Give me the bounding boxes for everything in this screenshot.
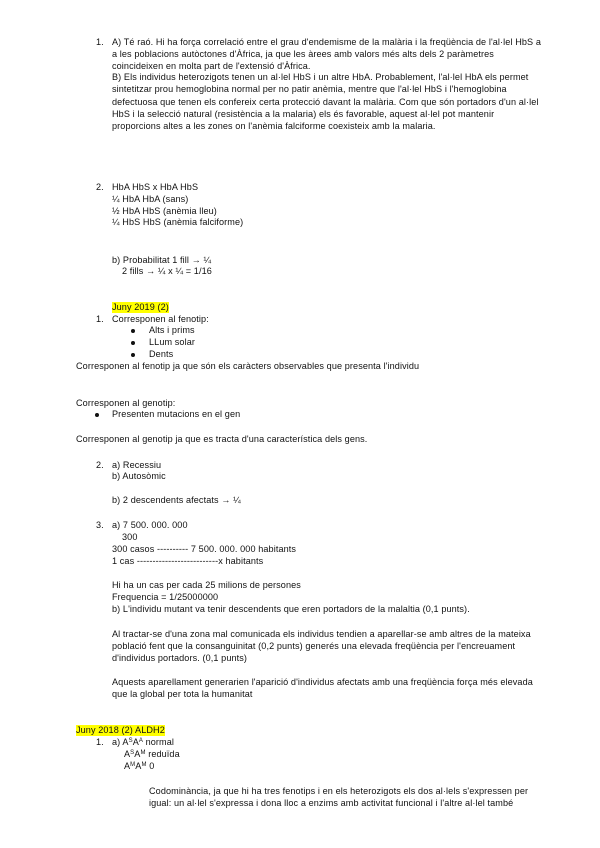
text-line: Al tractar-se d'una zona mal comunicada els individus tendien a aparellar-se amb altres de la mateixa: [112, 629, 531, 639]
text-line: Codominància, ja que hi ha tres fenotips i en els heterozigots els dos al·lels s'expressen per: [149, 786, 529, 796]
text-line: b) L'individu mutant va tenir descendents que eren portadors de la malaltia (0,1 punts).: [112, 604, 470, 614]
item-number: 1.: [96, 37, 104, 47]
genotype-line: ¼ HbA HbA (sans): [112, 194, 189, 204]
text-line: sintetitzar prou hemoglobina normal per no patir anèmia, mentre que l'al·lel HbS i l'hemoglobina: [112, 84, 507, 94]
text-line: Frequencia = 1/25000000: [112, 592, 219, 602]
item-number: 1.: [96, 737, 104, 747]
text-line: Corresponen al fenotip ja que són els caràcters observables que presenta l'individu: [76, 361, 420, 371]
text-line: b) Autosòmic: [112, 471, 166, 481]
text-line: defectuosa que tenen els confereix certa protecció davant la malària. Com que són portadors d'un al·lel: [112, 97, 539, 107]
text-line: b) 2 descendents afectats → ¼: [112, 495, 241, 505]
text-line: Hi ha un cas per cada 25 milions de persones: [112, 580, 301, 590]
text-line: coincideixen en molta part de l'extensió d'Àfrica.: [112, 61, 311, 71]
text-line: proporcions altes a les zones on l'anèmia falciforme coexisteix amb la malaria.: [112, 121, 436, 131]
section-heading: Juny 2019 (2): [112, 302, 169, 312]
text-line: igual: un al·lel s'expressa i dona lloc a enzims amb activitat funcional i l'altre al·lel també: [149, 798, 514, 808]
genotype-row: a) $A^SA^A$ normal: [112, 737, 175, 747]
list-item: Dents: [149, 349, 174, 359]
list-item: LLum solar: [149, 337, 195, 347]
text-line: HbS i la selecció natural (resistència a la malaria) els és favorable, aquest al·lel pot mantenir: [112, 109, 495, 119]
text-line: d'individus portadors. (0,1 punts): [112, 653, 248, 663]
text-line: B) Els individus heterozigots tenen un al·lel HbS i un altre HbA. Probablement, l'al·lel HbA els permet: [112, 72, 529, 82]
cross-line: HbA HbS x HbA HbS: [112, 182, 199, 192]
item-number: 1.: [96, 314, 104, 324]
list-item: Alts i prims: [149, 325, 195, 335]
probability-line: 2 fills → ¼ x ¼ = 1/16: [122, 266, 212, 276]
text-line: Aquests aparellament generarien l'aparició d'individus afectats amb una freqüència força més elevada: [112, 677, 533, 687]
text-line: Corresponen al genotip:: [76, 398, 176, 408]
section-heading: Juny 2018 (2) ALDH2: [76, 725, 165, 735]
genotype-row: $A^SA^M$ reduïda: [124, 749, 180, 759]
text-line: a) Recessiu: [112, 460, 162, 470]
text-line: 300: [122, 532, 138, 542]
text-line: 300 casos ---------- 7 500. 000. 000 habitants: [112, 544, 297, 554]
probability-line: b) Probabilitat 1 fill → ¼: [112, 255, 212, 265]
bullet-icon: [131, 353, 135, 357]
genotype-line: ¼ HbS HbS (anèmia falciforme): [112, 217, 244, 227]
text-line: població fent que la consanguinitat (0,2 punts) generés una elevada freqüència per l'encreuament: [112, 641, 516, 651]
item-number: 2.: [96, 182, 104, 192]
text-line: A) Té raó. Hi ha força correlació entre el grau d'endemisme de la malària i la freqüència de l'al·lel HbS a: [112, 37, 541, 47]
text-line: a) 7 500. 000. 000: [112, 520, 188, 530]
bullet-icon: [131, 341, 135, 345]
text-line: 1 cas --------------------------x habitants: [112, 556, 264, 566]
bullet-icon: [131, 329, 135, 333]
item-number: 2.: [96, 460, 104, 470]
text-line: que la global per tota la humanitat: [112, 689, 253, 699]
list-item: Presenten mutacions en el gen: [112, 409, 241, 419]
bullet-icon: [95, 413, 99, 417]
genotype-row: $A^MA^M$ 0: [124, 761, 155, 771]
text-line: Corresponen al fenotip:: [112, 314, 209, 324]
item-number: 3.: [96, 520, 104, 530]
text-line: a les poblacions autòctones d'Àfrica, ja que les àrees amb valors més alts dels 2 paràmetres: [112, 49, 494, 59]
text-line: Corresponen al genotip ja que es tracta d'una característica dels gens.: [76, 434, 368, 444]
genotype-line: ½ HbA HbS (anèmia lleu): [112, 206, 217, 216]
